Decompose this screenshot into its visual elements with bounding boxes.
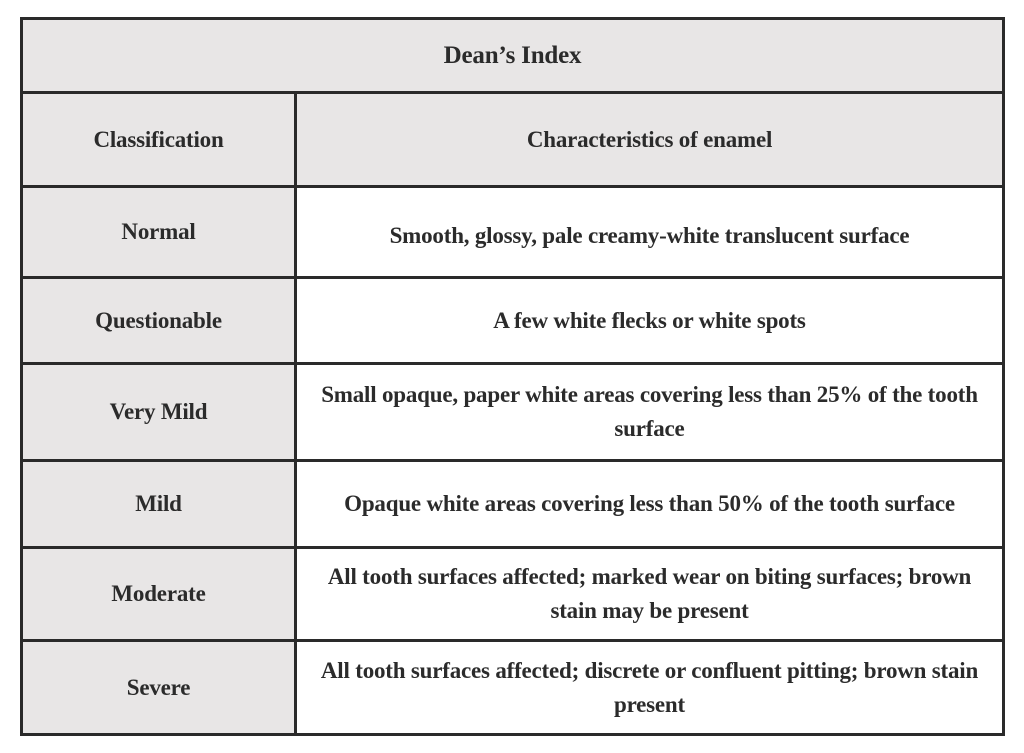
header-characteristics: Characteristics of enamel [297,94,1002,188]
deans-index-table [20,17,1005,736]
row-classification-questionable: Questionable [23,279,297,365]
table-title: Dean’s Index [23,20,1002,94]
row-classification-very-mild: Very Mild [23,365,297,462]
row-classification-normal: Normal [23,188,297,279]
row-classification-severe: Severe [23,642,297,733]
row-characteristics-severe: All tooth surfaces affected; discrete or confluent pitting; brown stain present [297,642,1002,733]
row-classification-moderate: Moderate [23,549,297,642]
row-classification-mild: Mild [23,462,297,549]
header-classification: Classification [23,94,297,188]
row-characteristics-questionable: A few white flecks or white spots [297,279,1002,365]
row-characteristics-moderate: All tooth surfaces affected; marked wear on biting surfaces; brown stain may be present [297,549,1002,642]
row-characteristics-very-mild: Small opaque, paper white areas covering less than 25% of the tooth surface [297,365,1002,462]
row-characteristics-normal: Smooth, glossy, pale creamy-white translucent surface [297,188,1002,279]
row-characteristics-mild: Opaque white areas covering less than 50% of the tooth surface [297,462,1002,549]
